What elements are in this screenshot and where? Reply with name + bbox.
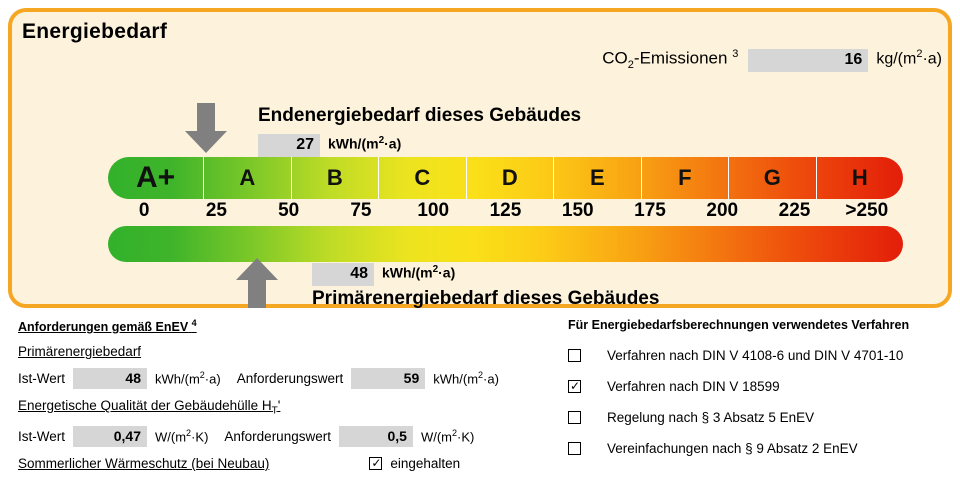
method-item-3[interactable]	[568, 410, 948, 425]
scale-tick-25: 25	[205, 200, 227, 221]
co2-emissions-unit: $kg/(m^2\cdot a)$	[876, 48, 942, 68]
sommerlicher-waermeschutz-label: Sommerlicher Wärmeschutz (bei Neubau)	[18, 455, 270, 471]
huelle-ist-unit: $W/(m^2\cdot K)$	[155, 427, 209, 444]
scale-tick-0: 0	[138, 200, 150, 221]
scale-class-b: B	[292, 157, 379, 199]
methods-heading: Für Energiebedarfsberechnungen verwendetes Verfahren	[568, 318, 910, 332]
method-checkbox-4[interactable]	[568, 442, 581, 455]
scale-class-aplus: A+	[108, 157, 204, 199]
primary-ist-value: 48	[73, 368, 147, 389]
page-title: Energiebedarf	[22, 20, 168, 43]
scale-tick-150: 150	[561, 200, 594, 221]
scale-tick-250plus: >250	[845, 200, 889, 221]
endenergiebedarf-value: 27	[258, 134, 320, 157]
primaerenergiebedarf-value-row	[312, 263, 455, 286]
efficiency-class-scale	[108, 157, 903, 199]
co2-emissions-value: 16	[748, 49, 868, 72]
scale-class-a: A	[204, 157, 291, 199]
method-label-2: Verfahren nach DIN V 18599	[607, 379, 780, 394]
requirements-huelle-row	[18, 426, 558, 447]
scale-tick-125: 125	[489, 200, 522, 221]
endenergiebedarf-heading: Endenergiebedarf dieses Gebäudes	[258, 105, 582, 126]
scale-tick-50: 50	[278, 200, 300, 221]
co2-emissions-label: $CO_2$-Emissionen $^3$	[602, 48, 739, 72]
huelle-ist-value: 0,47	[73, 426, 147, 447]
scale-class-g: G	[729, 157, 816, 199]
requirements-primary-title: Primärenergiebedarf	[18, 344, 142, 360]
scale-tick-75: 75	[350, 200, 372, 221]
method-checkbox-3[interactable]	[568, 411, 581, 424]
method-label-4: Vereinfachungen nach § 9 Absatz 2 EnEV	[607, 441, 858, 456]
requirements-primary-row	[18, 368, 558, 389]
sommerlicher-waermeschutz-value: eingehalten	[390, 455, 461, 471]
scale-class-f: F	[642, 157, 729, 199]
endenergiebedarf-value-row	[258, 134, 401, 157]
scale-tick-175: 175	[634, 200, 666, 221]
scale-tick-200: 200	[706, 200, 739, 221]
method-item-2[interactable]	[568, 379, 948, 394]
method-checkbox-2[interactable]	[568, 380, 581, 393]
primary-ist-label: Ist-Wert	[18, 371, 65, 387]
arrow-down-icon	[185, 103, 227, 153]
huelle-anf-value: 0,5	[339, 426, 413, 447]
huelle-anf-unit: $W/(m^2\cdot K)$	[420, 427, 475, 444]
primary-anf-value: 59	[351, 368, 425, 389]
scale-tick-labels	[108, 200, 903, 222]
huelle-ist-label: Ist-Wert	[18, 428, 65, 444]
huelle-anf-label: Anforderungswert	[224, 428, 331, 444]
endenergiebedarf-unit: kWh/$(m^2\cdot a)$	[328, 135, 402, 152]
primary-ist-unit: kWh/$(m^2\cdot a)$	[155, 369, 221, 387]
scale-class-e: E	[554, 157, 641, 199]
scale-class-h: H	[851, 165, 868, 190]
efficiency-gradient-bar	[108, 226, 903, 262]
method-checkbox-1[interactable]	[568, 349, 581, 362]
scale-tick-100: 100	[417, 200, 450, 221]
primaerenergiebedarf-unit: kWh/$(m^2\cdot a)$	[382, 264, 456, 281]
primary-anf-unit: kWh/$(m^2\cdot a)$	[433, 369, 499, 387]
method-label-1: Verfahren nach DIN V 4108-6 und DIN V 4701-10	[607, 348, 904, 363]
scale-class-c: C	[379, 157, 466, 199]
method-item-4[interactable]	[568, 441, 948, 456]
scale-tick-225: 225	[778, 200, 811, 221]
method-item-1[interactable]	[568, 348, 948, 363]
requirements-column	[18, 318, 558, 471]
arrow-up-icon	[236, 258, 278, 308]
primary-anf-label: Anforderungswert	[236, 371, 344, 387]
primaerenergiebedarf-heading: Primärenergiebedarf dieses Gebäudes	[312, 288, 660, 309]
requirements-heading: Anforderungen gemäß EnEV $^4$	[18, 318, 197, 335]
sommerlicher-waermeschutz-row	[18, 456, 558, 471]
co2-emissions-row	[602, 48, 942, 72]
scale-class-d: D	[467, 157, 554, 199]
requirements-huelle-title: Energetische Qualität der Gebäudehülle $H_T'$	[18, 398, 281, 417]
methods-column	[568, 318, 948, 472]
method-label-3: Regelung nach § 3 Absatz 5 EnEV	[607, 410, 815, 425]
primaerenergiebedarf-value: 48	[312, 263, 374, 286]
sommerlicher-waermeschutz-checkbox[interactable]	[369, 457, 382, 470]
lower-section	[8, 318, 952, 471]
